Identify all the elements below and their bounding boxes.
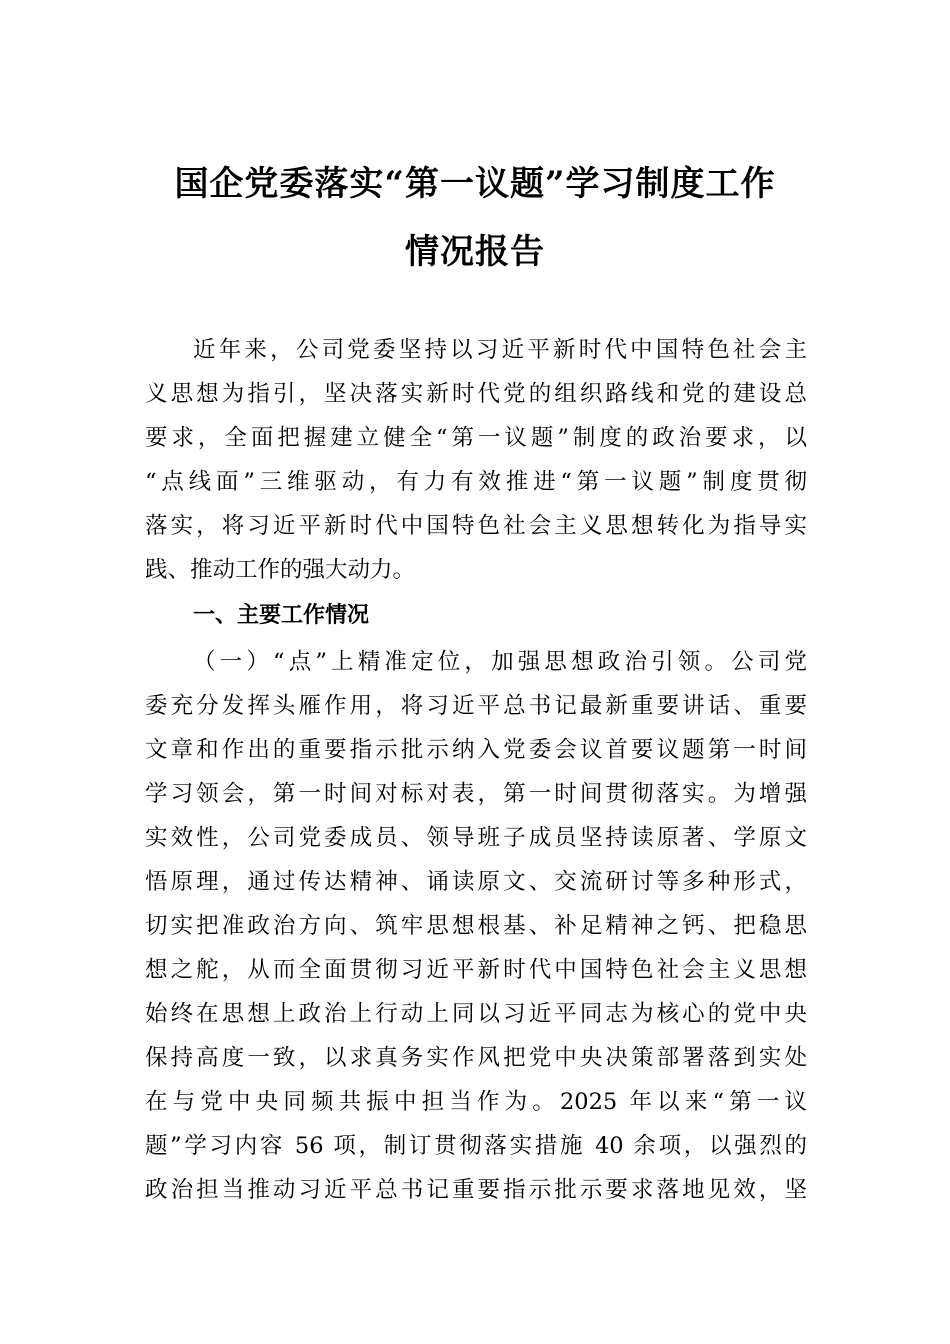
document-title-line-1: 国企党委落实“第一议题”学习制度工作 xyxy=(174,164,776,204)
body-line: 保持高度一致，以求真务实作风把党中央决策部署落到实处 xyxy=(145,1045,807,1071)
intro-line: 落实，将习近平新时代中国特色社会主义思想转化为指导实 xyxy=(145,513,807,539)
body-line: 切实把准政治方向、筑牢思想根基、补足精神之钙、把稳思 xyxy=(145,913,807,939)
intro-line: 义思想为指引，坚决落实新时代党的组织路线和党的建设总 xyxy=(145,381,807,407)
body-line: 想之舵，从而全面贯彻习近平新时代中国特色社会主义思想 xyxy=(145,957,807,983)
body-line: 实效性，公司党委成员、领导班子成员坚持读原著、学原文 xyxy=(145,825,807,851)
document-title-line-2: 情况报告 xyxy=(405,232,545,272)
intro-line: 践、推动工作的强大动力。 xyxy=(145,557,416,583)
body-line: 在与党中央同频共振中担当作为。2025 年以来“第一议 xyxy=(145,1089,807,1115)
body-line: 悟原理，通过传达精神、诵读原文、交流研讨等多种形式， xyxy=(145,869,807,895)
intro-line: 近年来，公司党委坚持以习近平新时代中国特色社会主 xyxy=(193,337,807,363)
body-line: （一）“点”上精准定位，加强思想政治引领。公司党 xyxy=(193,649,807,675)
body-line: 学习领会，第一时间对标对表，第一时间贯彻落实。为增强 xyxy=(145,781,807,807)
intro-line: 要求，全面把握建立健全“第一议题”制度的政治要求，以 xyxy=(145,425,807,451)
intro-line: “点线面”三维驱动，有力有效推进“第一议题”制度贯彻 xyxy=(145,469,807,495)
body-line: 始终在思想上政治上行动上同以习近平同志为核心的党中央 xyxy=(145,1001,807,1027)
body-line: 文章和作出的重要指示批示纳入党委会议首要议题第一时间 xyxy=(145,737,807,763)
body-line: 委充分发挥头雁作用，将习近平总书记最新重要讲话、重要 xyxy=(145,693,807,719)
body-line: 题”学习内容 56 项，制订贯彻落实措施 40 余项，以强烈的 xyxy=(145,1133,807,1159)
body-line: 政治担当推动习近平总书记重要指示批示要求落地见效，坚 xyxy=(145,1177,807,1203)
section-heading: 一、主要工作情况 xyxy=(193,603,370,628)
